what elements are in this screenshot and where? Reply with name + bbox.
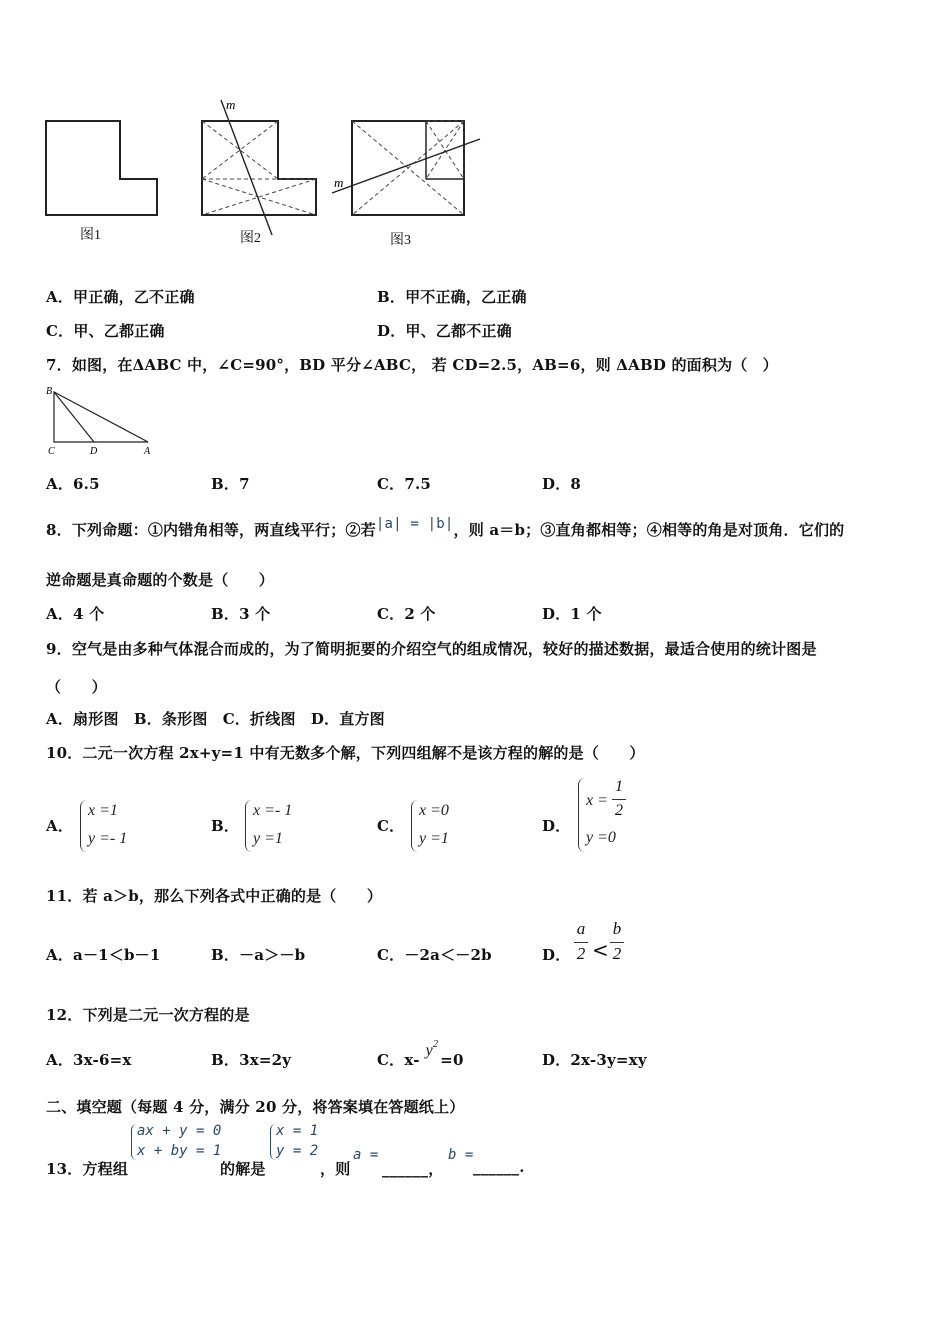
q10-b-brace [245, 800, 252, 852]
q9-options[interactable]: A．扇形图 B．条形图 C．折线图 D．直方图 [46, 710, 385, 728]
q11-option-d[interactable]: D． [542, 946, 571, 964]
q13-blank-a[interactable]: ______， [382, 1160, 444, 1178]
q10-d-y: y =0 [586, 829, 616, 846]
geometry-figures [40, 95, 490, 255]
figure1-caption: 图1 [80, 228, 101, 243]
svg-text:D: D [90, 446, 98, 457]
q10-label-c[interactable]: C． [377, 817, 405, 835]
q8-stem-line2: 逆命题是真命题的个数是（ ） [46, 571, 275, 589]
q10-c-y: y =1 [419, 830, 449, 847]
svg-text:C: C [48, 446, 55, 457]
q7-option-b[interactable]: B．7 [211, 475, 250, 493]
q13-eq1: ax + y = 0 [137, 1123, 222, 1139]
q7-stem: 7．如图，在ΔABC 中，∠C=90°，BD 平分∠ABC， 若 CD=2.5，AB=6，则 ΔABD 的面积为（ ） [46, 356, 778, 374]
q10-b-x: x =- 1 [253, 802, 293, 819]
q13-then-text: ，则 [320, 1160, 351, 1178]
q7-triangle-figure [44, 384, 159, 459]
q10-label-a[interactable]: A． [46, 817, 74, 835]
q10-a-x: x =1 [88, 802, 118, 819]
q11-d-num-b: b [612, 919, 622, 938]
q10-label-d[interactable]: D． [542, 817, 571, 835]
q11-d-num-a: a [576, 919, 586, 938]
q6-option-d[interactable]: D．甲、乙都不正确 [377, 322, 512, 340]
q8-option-b[interactable]: B．3 个 [211, 605, 271, 623]
q10-label-b[interactable]: B． [211, 817, 240, 835]
q11-stem: 11．若 a＞b，那么下列各式中正确的是（ ） [46, 887, 383, 905]
q11-option-b[interactable]: B．－a＞－b [211, 946, 306, 964]
q7-option-a[interactable]: A．6.5 [46, 475, 100, 493]
q13-eq2: x + by = 1 [137, 1143, 222, 1159]
fig3-line-label: m [334, 175, 344, 190]
q10-stem: 10．二元一次方程 2x+y=1 中有无数多个解，下列四组解不是该方程的解的是（ ） [46, 744, 645, 762]
q8-option-d[interactable]: D．1 个 [542, 605, 602, 623]
q11-d-den-b: 2 [612, 944, 622, 963]
q6-option-c[interactable]: C．甲、乙都正确 [46, 322, 165, 340]
figure2-caption: 图2 [240, 231, 261, 246]
q8-option-a[interactable]: A．4 个 [46, 605, 105, 623]
q8-stem-line1: 8．下列命题：①内错角相等，两直线平行；②若|a| = |b|，则 a＝b；③直角都相等；④相等的角是对顶角．它们的 [46, 516, 845, 539]
q7-option-d[interactable]: D．8 [542, 475, 582, 493]
q13-b-label: b = [448, 1147, 474, 1163]
q12-stem: 12．下列是二元一次方程的是 [46, 1006, 250, 1024]
q11-d-fracline-b [610, 942, 624, 943]
q10-d-den: 2 [615, 802, 623, 819]
q6-option-b[interactable]: B．甲不正确，乙正确 [377, 288, 527, 306]
section2-title: 二、填空题（每题 4 分，满分 20 分，将答案填在答题纸上） [46, 1098, 465, 1116]
q12-option-a[interactable]: A．3x-6=x [46, 1051, 132, 1069]
svg-text:B: B [46, 386, 53, 397]
q10-a-y: y =- 1 [88, 830, 128, 847]
q13-prefix: 13．方程组 [46, 1160, 129, 1178]
q10-d-num: 1 [615, 778, 623, 795]
q13-mid-text: 的解是 [220, 1160, 266, 1178]
figure2 [202, 100, 316, 235]
q11-option-c[interactable]: C．－2a＜－2b [377, 946, 492, 964]
q13-blank-b[interactable]: ______. [473, 1158, 525, 1176]
q13-sol-x: x = 1 [276, 1123, 319, 1139]
q12-option-c[interactable]: C．$x-y^2=0$ [377, 1039, 464, 1069]
q10-c-brace [411, 800, 418, 852]
q11-d-den-a: 2 [576, 944, 586, 963]
q9-stem: 9．空气是由多种气体混合而成的，为了简明扼要的介绍空气的组成情况，较好的描述数据，最适合使用的统计图是 [46, 640, 817, 658]
figure3 [332, 121, 480, 215]
q10-b-y: y =1 [253, 830, 283, 847]
q13-a-label: a = [353, 1147, 379, 1163]
q6-option-a[interactable]: A．甲正确，乙不正确 [46, 288, 195, 306]
q7-option-c[interactable]: C．7.5 [377, 475, 432, 493]
q10-d-x: x = [586, 792, 608, 809]
q13-sol-y: y = 2 [276, 1143, 319, 1159]
q9-stem-line2: （ ） [46, 678, 107, 696]
q10-a-brace [80, 800, 87, 852]
q12-option-b[interactable]: B．3x=2y [211, 1051, 292, 1069]
q12-c-y: y [425, 1042, 433, 1059]
q11-d-fracline-a [574, 942, 588, 943]
figure3-caption: 图3 [390, 233, 411, 248]
q8-abs-expression: |a| = |b| [375, 516, 454, 532]
q8-option-c[interactable]: C．2 个 [377, 605, 436, 623]
q11-option-a[interactable]: A．a－1＜b－1 [46, 946, 161, 964]
q11-d-less-than: < [592, 938, 609, 962]
q10-d-brace [578, 778, 585, 852]
q12-c-exponent: 2 [432, 1039, 439, 1050]
figure1-l-shape [46, 121, 157, 215]
q10-d-fracline [612, 799, 626, 800]
q12-option-d[interactable]: D．2x-3y=xy [542, 1051, 647, 1069]
svg-text:A: A [144, 446, 151, 457]
q10-c-x: x =0 [419, 802, 449, 819]
fig2-line-label: m [226, 97, 236, 112]
